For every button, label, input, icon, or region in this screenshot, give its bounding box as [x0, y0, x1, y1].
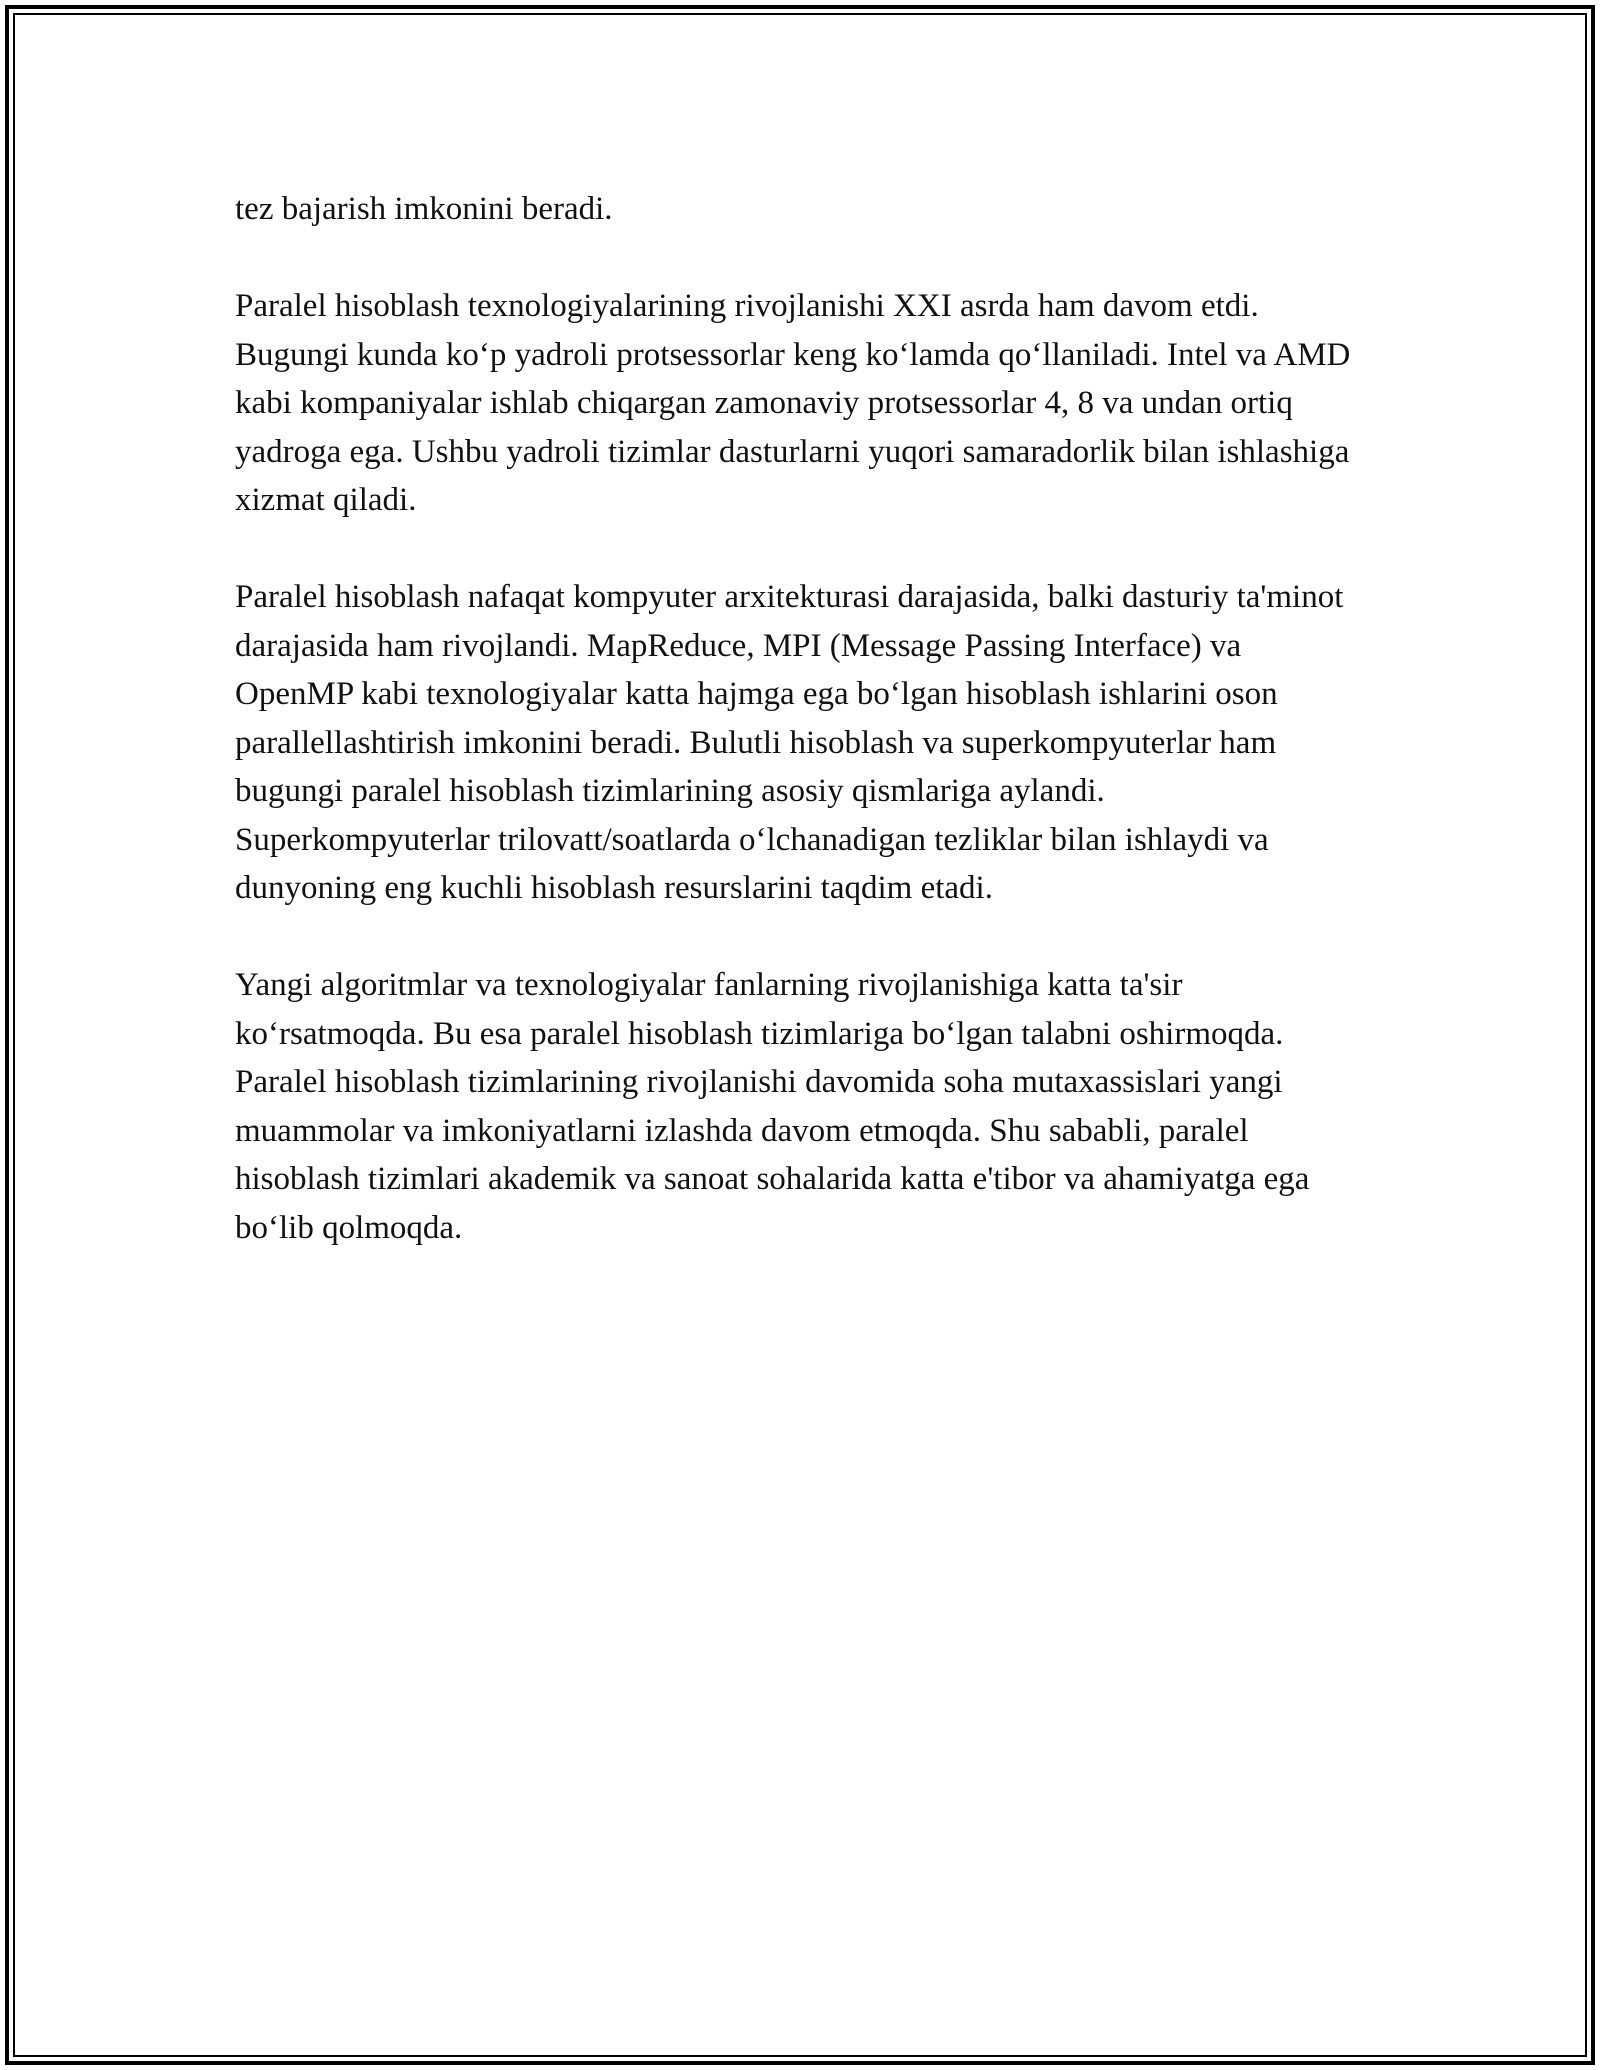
document-body: [235, 185, 1355, 1301]
paragraph-1: tez bajarish imkonini beradi.: [235, 191, 613, 227]
paragraph-3: Paralel hisoblash nafaqat kompyuter arxitekturasi darajasida, balki dasturiy ta'minot darajasida ham rivojlandi. MapReduce, MPI (Message Passing Interface) va OpenMP kabi texnologiyalar katta hajmga ega bo‘lgan hisoblash ishlarini oson parallellashtirish imkonini beradi. Bulutli hisoblash va superkompyuterlar ham bugungi paralel hisoblash tizimlarining asosiy qismlariga aylandi. Superkompyuterlar trilovatt/soatlarda o‘lchanadigan tezliklar bilan ishlaydi va dunyoning eng kuchli hisoblash resurslarini taqdim etadi.: [235, 579, 1344, 906]
paragraph-4: Yangi algoritmlar va texnologiyalar fanlarning rivojlanishiga katta ta'sir ko‘rsatmoqda. Bu esa paralel hisoblash tizimlariga bo‘lgan talabni oshirmoqda. Paralel hisoblash tizimlarining rivojlanishi davomida soha mutaxassislari yangi muammolar va imkoniyatlarni izlashda davom etmoqda. Shu sababli, paralel hisoblash tizimlari akademik va sanoat sohalarida katta e'tibor va ahamiyatga ega bo‘lib qolmoqda.: [235, 967, 1310, 1246]
paragraph-2: Paralel hisoblash texnologiyalarining rivojlanishi XXI asrda ham davom etdi. Bugungi kunda ko‘p yadroli protsessorlar keng ko‘lamda qo‘llaniladi. Intel va AMD kabi kompaniyalar ishlab chiqargan zamonaviy protsessorlar 4, 8 va undan ortiq yadroga ega. Ushbu yadroli tizimlar dasturlarni yuqori samaradorlik bilan ishlashiga xizmat qiladi.: [235, 288, 1351, 518]
